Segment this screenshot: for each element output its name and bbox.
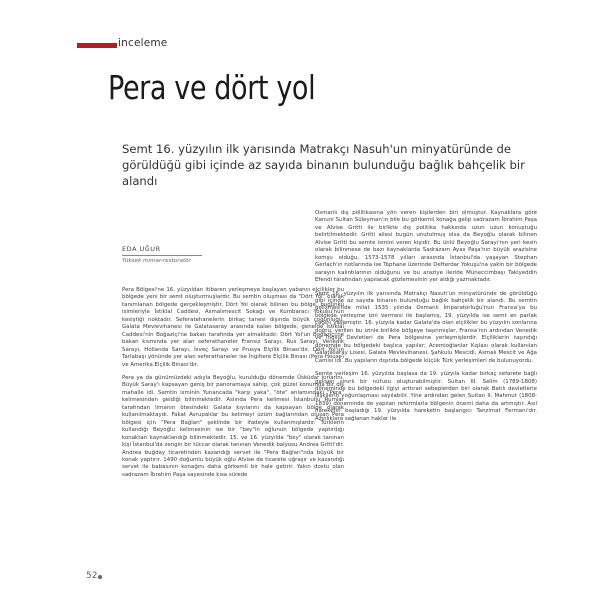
- article-title: Pera ve dört yol: [108, 68, 316, 107]
- right-column: [315, 210, 537, 429]
- left-column: [122, 287, 344, 485]
- right-paragraph-1: Osmanlı dış politikasına yön veren kişilerden biri olmuştur. Kaynaklara göre Kanuni Sultan Süleyman'ın bile bu görkemli konağa gelip sadrazam İbrahim Paşa ve Alvise Gritti ile birlikte dış politika hakkında uzun uzun konuştuğu belirtilmektedir. Gritti ailesi bugün unutulmuş olsa da Beyoğlu olarak bilinen Alvise Gritti bu semte ismini veren kişidir. Bu ünlü Beyoğlu Sarayı'nın yeri kesin olarak bilinmese de bazı kaynaklarda Sadrazam Ayas Paşa'nın büyük arazisine komşu olduğu, 1573-1578 yılları arasında İstanbul'da yaşayan Stephan Gerlach'ın notlarında ise Tophane üzerinde Defterdar Yokuşu'na yakın bir bölgede sarayın kalıntılarının olduğunu ve bu araziye ileride Müneccimbaşı Takiyeddin Efendi tarafından yapılacak gözlemevinin yer aldığı yazmaktadır.: [315, 210, 537, 284]
- article-lead: Semt 16. yüzyılın ilk yarısında Matrakçı Nasuh'un minyatüründe de görüldüğü gibi içinde az sayıda binanın bulunduğu bağlık bahçelik bir alandı: [122, 142, 525, 188]
- left-paragraph-1: Pera Bölgesi'ne 16. yüzyıldan itibaren yerleşmeye başlayan yabancı elçilikler bu bölgede yeni bir semt oluşturmuşlardır. Bu semtin oluşması da "Dört Yol" olarak tanımlanan bölgede gerçekleşmiştir. Dört Yol olarak bilinen bu bölge, bugünkü isimleriyle İstiklal Caddesi, Asmalımescit Sokağı ve Kumbaracı Yokuşu'nun kesiştiği noktadır. Seferatehanelerin birkaç tanesi dışında büyük çoğunluğu, Galata Mevlevihanesi ile Galatasaray arasında kalan bölgede, genelde İstiklal Caddesi'nin Boğaziçi'ne bakan tarafında yer almaktadır. Dört Yol'un Boğaziçi'ne bakan kısmında yer alan seferathaneler Fransız Sarayı, Rus Sarayı, Venedik Sarayı, Hollanda Sarayı, İsveç Sarayı ve Prusya Elçilik Binası'dır. Dört Yol'un Tarlabaşı yönünde yer alan seferathaneler ise İngiltere Elçilik Binası (Pera House) ve Amerika Elçilik Binası'dır.: [122, 287, 344, 368]
- page-number-dot: [98, 575, 102, 579]
- right-paragraph-3: Semte yerleşim 16. yüzyılda başlasa da 19. yüzyıla kadar birkaç sefarete bağlı gelişen sınırlı bir nüfusu oluşturabilmiştir. Sultan III. Selim (1789-1808) döneminde bu bölgedeki ilgiyi arttıran sebeplerden biri olarak Batılı devletlerle ilişkilerin yoğunlaşması sayılabilir. Yine ardından gelen Sultan II. Mahmut (1808-1839) döneminde de yapılan reformlarla bölgenin önemi daha da artmıştır. Asıl hareketin başladığı 19. yüzyılda hareketin başlangıcı Tanzimat Fermanı'dır. Azınlıklara sağlanan haklar ile: [315, 371, 537, 422]
- author-role: Yüksek mimar-restoratör: [122, 258, 191, 264]
- page-number: 52: [86, 571, 98, 581]
- section-label: inceleme: [118, 37, 168, 49]
- left-paragraph-2: Pera ya da günümüzdeki adıyla Beyoğlu, kurulduğu dönemde Üsküdar kırlarını, Büyük Saray'ı kapsayan geniş bir panoramaya sahip, çok güzel konumda bir dış mahalle idi. Semtin isminin Yunancada "karşı yaka", "öte" anlamındaki "Pera" kelimesinden geldiği bilinmektedir. Aslında Pera kelimesi İstanbullu Rumlar tarafından limanın ötesindeki Galata kıyılarını da kapsayan bölge olarak kullanılmaktaydı. Fakat Avrupalılar bu kelimeyi üzüm bağlarından oluşan Pera bölgesi için "Pera Bağları" şeklinde bir ifadeyle kullanmışlardır. Türklerin kullandığı Beyoğlu kelimesinin ise bir "bey"in oğlunun bölgede yaptırdığı konaktan kaynaklandığı bilinmektedir. 15. ve 16. yüzyılda "bey" olarak tanınan kişi İstanbul'da zengin bir tüccar olarak tanınan Venedik balyosu Andrea Gritti'dir. Andrea buğday ticaretinden kazandığı servet ile "Pera Bağları"nda büyük bir konak yaptırır. 1490 doğumlu büyük oğlu Alvise de ticarete uğraşır ve kazandığı servet ile babasının konağını daha görkemli bir hale getirir. Yakın dostu olan sadrazam İbrahim Paşa sayesinde kısa sürede: [122, 374, 344, 478]
- author-name: EDA UĞUR: [122, 245, 161, 253]
- section-accent-bar: [77, 43, 117, 48]
- right-paragraph-2: Semt 16. yüzyılın ilk yarısında Matrakçı Nasuh'un minyatüründe de görüldüğü gibi içinde az sayıda binanın bulunduğu bağlık bahçelik bir alandı. Bu semtin gelişmesinde milat 1535 yılında Osmanlı İmparatorluğu'nun Fransa'ya bu bölgede yerleşme izni vermesi ile başlamış, 19. yüzyılda ise semt en parlak çağını yaşamıştır. 16. yüzyıla kadar Galata'da olan elçilikler bu yüzyılın sonlarına doğru, verilen bu izinle birlikte bölgeye taşınmışlar, Fransa'nın ardından Venedik ve İngiliz Devletleri de Pera bölgesine yerleşmişlerdir. Elçiliklerin taşındığı dönemde bu bölgedeki başlıca yapılar; Acemioğlanlar Kışlası olarak kullanılan Galatasaray Lisesi, Galata Mevlevihanesi, Şahkulu Mescidi, Asmalı Mescit ve Ağa Camisi idi. Bu yapıların dışında bölgede küçük Türk yerleşimleri de bulunuyordu.: [315, 290, 537, 364]
- author-divider: [122, 255, 202, 256]
